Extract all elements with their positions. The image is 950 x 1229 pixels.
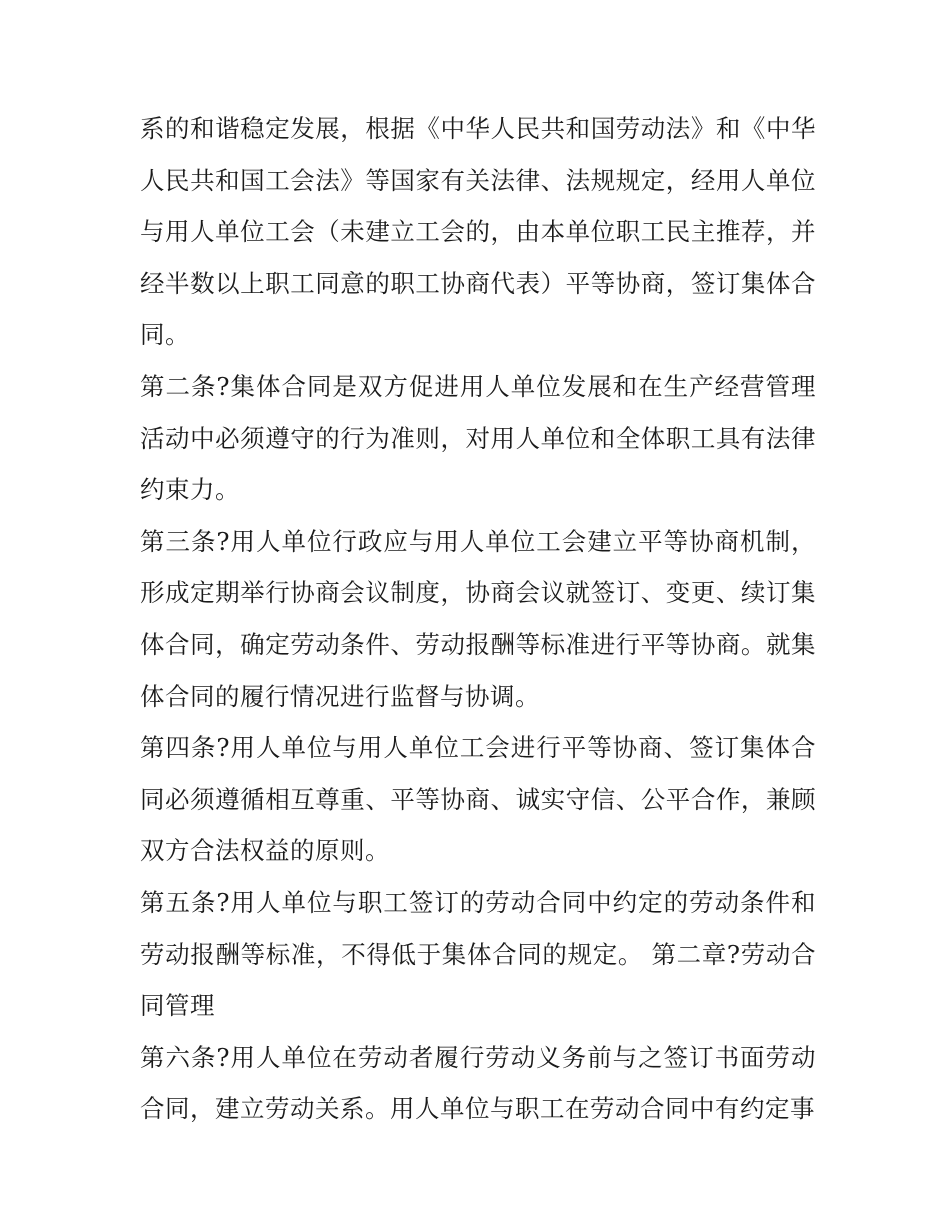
- paragraph-article-3: 第三条?用人单位行政应与用人单位工会建立平等协商机制，形成定期举行协商会议制度，协商会议就签订、变更、续订集体合同，确定劳动条件、劳动报酬等标准进行平等协商。就集体合同的履行情况进行监督与协调。: [140, 526, 816, 711]
- paragraph-article-2: 第二条?集体合同是双方促进用人单位发展和在生产经营管理活动中必须遵守的行为准则，对用人单位和全体职工具有法律约束力。: [140, 371, 816, 505]
- paragraph-continuation: 系的和谐稳定发展，根据《中华人民共和国劳动法》和《中华人民共和国工会法》等国家有关法律、法规规定，经用人单位与用人单位工会（未建立工会的，由本单位职工民主推荐，并经半数以上职工同意的职工协商代表）平等协商，签订集体合同。: [140, 114, 816, 350]
- paragraph-article-4: 第四条?用人单位与用人单位工会进行平等协商、签订集体合同必须遵循相互尊重、平等协商、诚实守信、公平合作，兼顾双方合法权益的原则。: [140, 733, 816, 866]
- document-body: [140, 103, 816, 1135]
- paragraph-article-6: 第六条?用人单位在劳动者履行劳动义务前与之签订书面劳动合同，建立劳动关系。用人单位与职工在劳动合同中有约定事: [140, 1042, 816, 1124]
- paragraph-article-5: 第五条?用人单位与职工签订的劳动合同中约定的劳动条件和劳动报酬等标准，不得低于集体合同的规定。 第二章?劳动合同管理: [140, 887, 816, 1021]
